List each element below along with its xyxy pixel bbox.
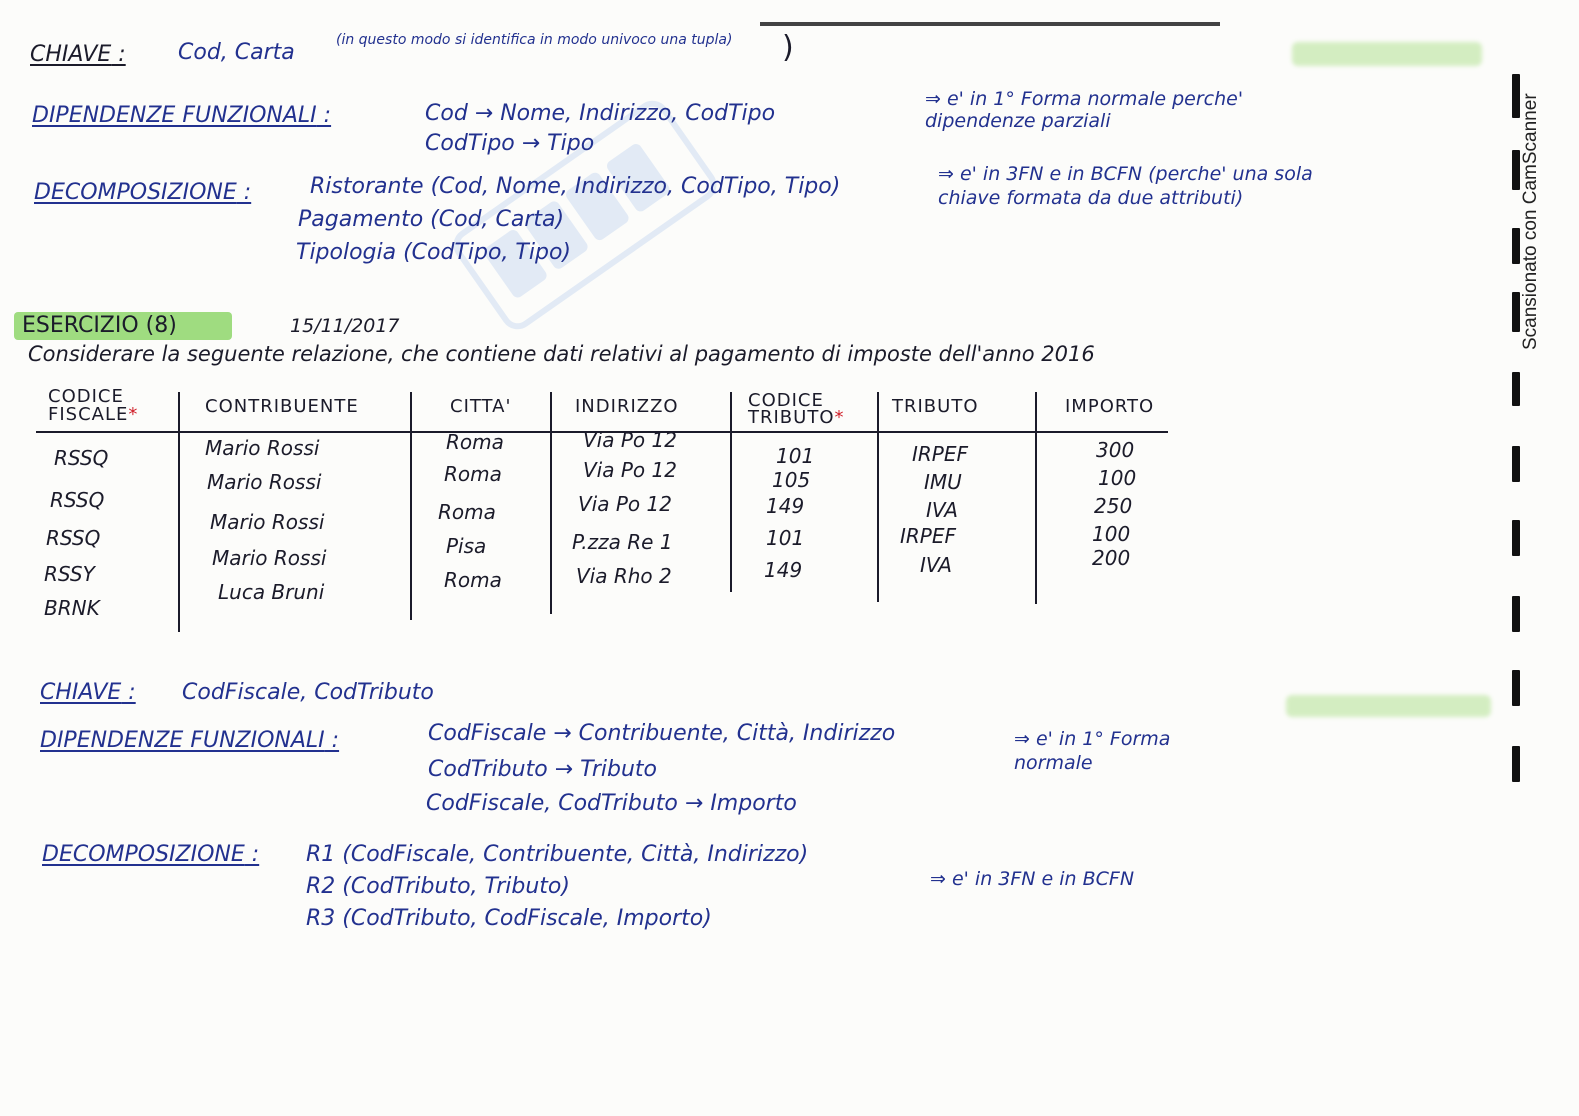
- table-cell: IRPEF: [912, 442, 968, 466]
- table-cell: Mario Rossi: [207, 470, 322, 494]
- decomposizione-line-1a: Ristorante (Cod, Nome, Indirizzo, CodTipo, Tipo): [310, 174, 841, 199]
- table-cell: 149: [766, 494, 805, 518]
- table-cell: Roma: [446, 430, 504, 454]
- highlight-smudge-top: [1292, 42, 1482, 66]
- table-header-contribuente: CONTRIBUENTE: [205, 396, 359, 417]
- scan-edge-line: [760, 22, 1220, 26]
- decomposizione-label-1: DECOMPOSIZIONE :: [34, 180, 252, 205]
- highlight-smudge-bottom: [1286, 695, 1491, 717]
- table-header-importo: IMPORTO: [1065, 396, 1155, 417]
- table-col-rule-1: [178, 392, 180, 632]
- decomposizione-line-2b: R2 (CodTributo, Tributo): [306, 874, 570, 899]
- table-cell: RSSQ: [46, 526, 101, 550]
- table-col-rule-3: [550, 392, 552, 614]
- table-col-rule-2: [410, 392, 412, 620]
- table-cell: Via Po 12: [578, 492, 672, 516]
- decomposizione-note-2: ⇒ e' in 3FN e in BCFN: [930, 868, 1135, 890]
- decomposizione-label-2: DECOMPOSIZIONE :: [42, 842, 260, 867]
- table-header-tributo: TRIBUTO: [892, 396, 979, 417]
- esercizio-date: 15/11/2017: [290, 315, 400, 337]
- table-cell: 101: [766, 526, 805, 550]
- table-cell: 101: [776, 444, 815, 468]
- table-col-rule-5: [877, 392, 879, 602]
- scan-edge-mark: [1512, 446, 1520, 482]
- table-cell: IMU: [924, 470, 962, 494]
- chiave-label-2: CHIAVE :: [40, 680, 136, 705]
- table-cell: IRPEF: [900, 524, 956, 548]
- dipendenze-line-2c: CodFiscale, CodTributo → Importo: [426, 791, 797, 816]
- dipendenze-line-2b: CodTributo → Tributo: [428, 757, 657, 782]
- table-cell: Via Po 12: [583, 428, 677, 452]
- table-cell: Via Rho 2: [576, 564, 672, 588]
- scan-edge-mark: [1512, 520, 1520, 556]
- table-cell: 105: [772, 468, 811, 492]
- table-cell: Roma: [444, 568, 502, 592]
- table-header-citta: CITTA': [450, 396, 512, 417]
- camscanner-label: Scansionato con CamScanner: [1520, 93, 1541, 350]
- table-cell: 149: [764, 558, 803, 582]
- dipendenze-line-2a: CodFiscale → Contribuente, Città, Indirizzo: [428, 721, 896, 746]
- dipendenze-line-1a: Cod → Nome, Indirizzo, CodTipo: [425, 101, 776, 126]
- chiave-note-1: (in questo modo si identifica in modo univoco una tupla): [336, 32, 733, 48]
- dipendenze-note-1: ⇒ e' in 1° Forma normale perche' dipendenze parziali: [925, 88, 1244, 132]
- dipendenze-label-1: DIPENDENZE FUNZIONALI :: [32, 103, 332, 128]
- table-cell: Roma: [444, 462, 502, 486]
- chiave-value-2: CodFiscale, CodTributo: [182, 680, 434, 705]
- table-cell: 100: [1098, 466, 1137, 490]
- table-col-rule-4: [730, 392, 732, 592]
- scan-edge-mark: [1512, 74, 1520, 118]
- table-cell: RSSQ: [54, 446, 109, 470]
- dipendenze-label-2: DIPENDENZE FUNZIONALI :: [40, 728, 340, 753]
- table-cell: Pisa: [446, 534, 487, 558]
- table-cell: 100: [1092, 522, 1131, 546]
- table-header-codice-fiscale: CODICE FISCALE*: [48, 386, 139, 425]
- table-header-codice-tributo: CODICE TRIBUTO*: [748, 390, 845, 428]
- scan-edge-mark: [1512, 596, 1520, 632]
- table-cell: RSSQ: [50, 488, 105, 512]
- table-cell: 200: [1092, 546, 1131, 570]
- table-cell: RSSY: [44, 562, 95, 586]
- table-cell: P.zza Re 1: [572, 530, 673, 554]
- scan-edge-mark: [1512, 150, 1520, 190]
- table-cell: BRNK: [44, 596, 100, 620]
- table-cell: Roma: [438, 500, 496, 524]
- esercizio-intro: Considerare la seguente relazione, che contiene dati relativi al pagamento di imposte dell'anno 2016: [28, 342, 1095, 366]
- table-cell: IVA: [926, 498, 958, 522]
- scan-edge-mark: [1512, 670, 1520, 706]
- chiave-label-1: CHIAVE :: [30, 42, 126, 67]
- scan-edge-mark: [1512, 228, 1520, 264]
- table-cell: Mario Rossi: [205, 436, 320, 460]
- table-cell: 300: [1096, 438, 1135, 462]
- table-cell: 250: [1094, 494, 1133, 518]
- table-header-indirizzo: INDIRIZZO: [575, 396, 679, 417]
- bracket-close: ): [782, 30, 794, 65]
- scan-edge-mark: [1512, 746, 1520, 782]
- table-cell: Mario Rossi: [212, 546, 327, 570]
- decomposizione-line-2c: R3 (CodTributo, CodFiscale, Importo): [306, 906, 712, 931]
- decomposizione-note-1: ⇒ e' in 3FN e in BCFN (perche' una sola chiave formata da due attributi): [938, 163, 1313, 209]
- table-cell: IVA: [920, 553, 952, 577]
- table-col-rule-6: [1035, 392, 1037, 604]
- chiave-value-1: Cod, Carta: [178, 40, 295, 65]
- esercizio-title: ESERCIZIO (8): [22, 313, 177, 338]
- decomposizione-line-1c: Tipologia (CodTipo, Tipo): [296, 240, 571, 265]
- scan-edge-mark: [1512, 372, 1520, 406]
- table-cell: Via Po 12: [583, 458, 677, 482]
- table-cell: Luca Bruni: [218, 580, 325, 604]
- scan-edge-mark: [1512, 292, 1520, 332]
- table-cell: Mario Rossi: [210, 510, 325, 534]
- decomposizione-line-2a: R1 (CodFiscale, Contribuente, Città, Indirizzo): [306, 842, 809, 867]
- dipendenze-line-1b: CodTipo → Tipo: [425, 131, 595, 156]
- dipendenze-note-2: ⇒ e' in 1° Forma normale: [1014, 728, 1171, 774]
- decomposizione-line-1b: Pagamento (Cod, Carta): [298, 207, 565, 232]
